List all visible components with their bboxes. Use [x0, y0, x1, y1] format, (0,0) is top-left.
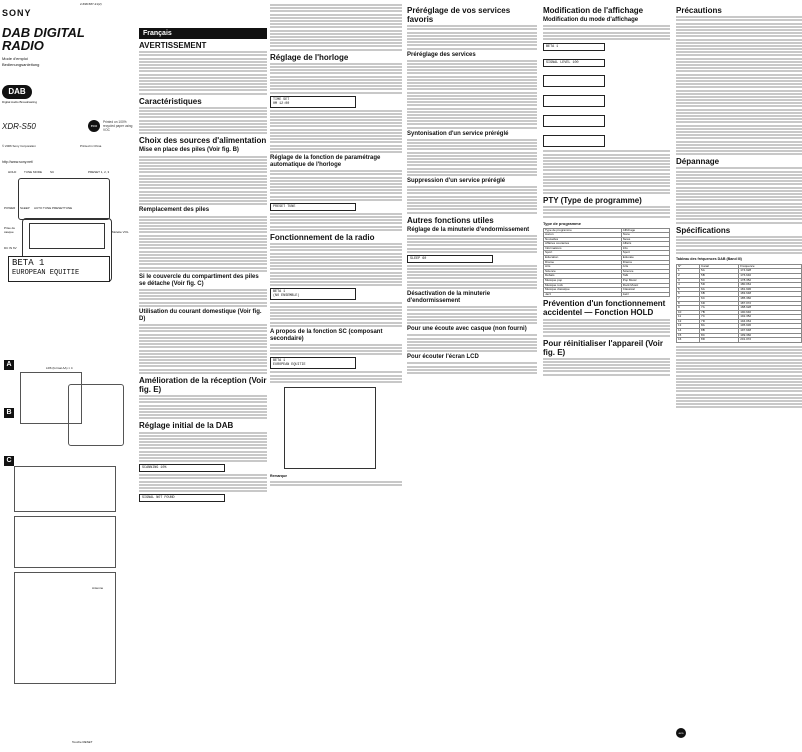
- freq-value-cell: 199.360: [739, 333, 802, 338]
- lcd-scanning: SCANNING 10%: [139, 464, 225, 472]
- pty-display-cell: Rock Music: [621, 283, 669, 288]
- pty-type-cell: Informations: [544, 246, 622, 251]
- freq-value-cell: 201.072: [739, 338, 802, 343]
- lcd-mode-d: [543, 95, 605, 107]
- pty-header-display: Affichage: [621, 228, 669, 233]
- radio-text-2: [270, 302, 402, 326]
- heading-preset: Préréglage de vos services favoris: [407, 6, 511, 24]
- battery-text: [139, 156, 267, 206]
- warning-text: [139, 51, 267, 94]
- freq-channel-cell: 6C: [700, 296, 739, 301]
- pty-row: [544, 292, 670, 297]
- pty-type-cell: Jazz: [544, 292, 622, 297]
- pty-type-cell: Musique classique: [544, 288, 622, 293]
- pty-type-cell: Drame: [544, 260, 622, 265]
- lcd-ensemble-line-2: (NO ENSEMBLE): [273, 294, 300, 299]
- heading-clock: Réglage de l'horloge: [270, 52, 349, 62]
- spec-text-2: [676, 346, 802, 409]
- auto-clock-text: [270, 170, 402, 201]
- freq-no-cell: 15: [677, 333, 700, 338]
- lcd-mode-a: BETA 1: [543, 43, 605, 51]
- language-tab: Français: [139, 28, 267, 39]
- label-preset-tune: PRESETTUNE: [52, 206, 73, 210]
- column-5: [543, 0, 670, 377]
- pty-type-cell: Science: [544, 269, 622, 274]
- label-preset: PRESET 1, 2, 3: [88, 170, 110, 174]
- ac-figure: [14, 516, 116, 568]
- antenna-label: Antenne: [92, 586, 104, 590]
- reception-text: [139, 395, 267, 419]
- freq-value-cell: 183.648: [739, 292, 802, 297]
- freq-value-cell: 190.640: [739, 310, 802, 315]
- delete-text: [407, 186, 537, 214]
- display-text: [543, 25, 670, 40]
- freq-channel-cell: 8A: [700, 324, 739, 329]
- speaker-grille: [29, 223, 105, 249]
- freq-no-cell: 7: [677, 296, 700, 301]
- heading-pty: PTY (Type de programme): [543, 195, 642, 205]
- heading-prevent: Prévention d'un fonctionnement accidentel — Fonction HOLD: [543, 299, 666, 318]
- freq-header-frequency: Fréquence: [739, 264, 802, 269]
- label-power: POWER: [4, 206, 16, 210]
- heading-cover: Si le couvercle du compartiment des piles se détache (Voir fig. C): [139, 273, 259, 287]
- heading-warning: AVERTISSEMENT: [139, 41, 207, 50]
- lcd-preset-tune: PRESET TUNE: [270, 203, 356, 211]
- initial-text-2: [139, 474, 267, 492]
- radio-text: [270, 243, 402, 286]
- heading-features: Caractéristiques: [139, 96, 202, 106]
- lcd-sc-line-2: EUROPEAN EQUITIE: [273, 363, 306, 368]
- display-text-2: [543, 150, 670, 193]
- lcd-time-set: [270, 96, 356, 108]
- intro-text: [270, 4, 402, 51]
- freq-value-cell: 180.064: [739, 283, 802, 288]
- freq-no-cell: 9: [677, 306, 700, 311]
- precautions-text: [676, 16, 802, 155]
- label-auto-tune: AUTO TUNE: [34, 206, 52, 210]
- pty-type-cell: Musique pop: [544, 279, 622, 284]
- heading-sleep-off: Désactivation de la minuterie d'endormissement: [407, 291, 491, 304]
- freq-channel-cell: 8D: [700, 338, 739, 343]
- sleep-text-2: [407, 265, 537, 289]
- subtitle-fr: Mode d'emploi: [2, 56, 28, 61]
- freq-no-cell: 8: [677, 301, 700, 306]
- sony-url: http://www.sony.net/: [2, 160, 34, 164]
- heading-preset-sub: Préréglage des services: [407, 51, 476, 58]
- heading-battery: Mise en place des piles (Voir fig. B): [139, 147, 239, 154]
- pty-display-cell: Educate: [621, 256, 669, 261]
- printed-in: Printed in China: [80, 144, 102, 148]
- figure-a-label: A: [4, 360, 14, 370]
- radio-top: [18, 178, 110, 220]
- lcd-mode-c: [543, 75, 605, 87]
- replace-text: [139, 216, 267, 272]
- pty-display-cell: Drama: [621, 260, 669, 265]
- sc-text-2: [270, 371, 402, 383]
- freq-value-cell: 178.352: [739, 278, 802, 283]
- freq-value-cell: 197.648: [739, 329, 802, 334]
- lcd-sc-line-1: BETA 1: [273, 359, 286, 364]
- heading-sc: A propos de la fonction SC (composant secondaire): [270, 328, 383, 342]
- label-dcin: DC IN 6V: [4, 246, 17, 250]
- figure-b-label: B: [4, 408, 14, 418]
- subtitle-de: Bedienungsanleitung: [2, 62, 40, 67]
- battery-label: LR6 (format AA) × 4: [46, 366, 73, 370]
- heading-ac: Utilisation du courant domestique (Voir fig. D): [139, 308, 262, 322]
- pty-display-cell: Affairs: [621, 242, 669, 247]
- pty-type-cell: Nouvelles: [544, 237, 622, 242]
- eco-badge: eco: [88, 120, 100, 132]
- heading-delete: Suppression d'un service préréglé: [407, 177, 506, 184]
- pty-display-cell: Talk: [621, 274, 669, 279]
- cover-text: [139, 289, 267, 307]
- pty-type-cell: Arts: [544, 265, 622, 270]
- pty-header-type: Type de programme: [544, 228, 622, 233]
- column-6: [676, 0, 802, 735]
- doc-code: 2-698-587-21(2): [80, 2, 102, 6]
- pty-display-cell: Arts: [621, 265, 669, 270]
- clock-text: [270, 63, 402, 94]
- battery-compartment-figure: [68, 384, 124, 446]
- lcd-mode-f: [543, 135, 605, 147]
- pty-display-cell: Pop Music: [621, 279, 669, 284]
- brand-logo: SONY: [2, 8, 32, 18]
- freq-no-cell: 10: [677, 310, 700, 315]
- lcd-line-2: EUROPEAN EQUITIE: [12, 269, 80, 277]
- pty-text: [543, 206, 670, 218]
- freq-channel-cell: 7A: [700, 306, 739, 311]
- spec-text: [676, 236, 802, 254]
- freq-no-cell: 5: [677, 287, 700, 292]
- heading-reception: Amélioration de la réception (Voir fig. E): [139, 375, 267, 394]
- figure-c-label: C: [4, 456, 14, 466]
- freq-row: [677, 338, 802, 343]
- pty-display-cell: Jazz: [621, 292, 669, 297]
- prevent-text: [543, 319, 670, 337]
- heading-recall: Syntonisation d'un service préréglé: [407, 130, 509, 137]
- cover-figure: [14, 466, 116, 512]
- lcd-clock-line: 0M 12:00: [273, 101, 290, 106]
- frequency-table: [676, 264, 802, 343]
- pty-type-cell: Éducation: [544, 256, 622, 261]
- freq-value-cell: 187.072: [739, 301, 802, 306]
- pty-type-cell: Affaires courantes: [544, 242, 622, 247]
- freq-channel-cell: 6A: [700, 287, 739, 292]
- display-modes: [543, 41, 670, 149]
- heading-sleep: Réglage de la minuterie d'endormissement: [407, 226, 530, 233]
- freq-channel-cell: 8B: [700, 329, 739, 334]
- freq-no-cell: 16: [677, 338, 700, 343]
- sc-menu-figure: [284, 387, 376, 469]
- freq-channel-cell: 5A: [700, 269, 739, 274]
- freq-channel-cell: 8C: [700, 333, 739, 338]
- recall-text: [407, 139, 537, 176]
- product-title: DAB DIGITAL RADIO: [2, 25, 85, 53]
- pty-display-cell: News: [621, 237, 669, 242]
- lcd-line-1: BETA 1: [12, 258, 45, 268]
- lcd-mode-b: SIGNAL LEVEL 100: [543, 59, 605, 67]
- model-number: XDR-S50: [2, 122, 36, 131]
- heading-display-sub: Modification du mode d'affichage: [543, 17, 639, 23]
- clock-text-2: [270, 110, 402, 153]
- pty-display-cell: Science: [621, 269, 669, 274]
- lcd-signal: SIGNAL NOT FOUND: [139, 494, 225, 502]
- lcd-ensemble: [270, 288, 356, 300]
- preset-steps: [407, 60, 537, 129]
- lcd-sleep: SLEEP 60: [407, 255, 493, 263]
- ac-text: [139, 324, 267, 374]
- freq-value-cell: 185.360: [739, 296, 802, 301]
- lcd-display: [8, 256, 110, 282]
- pty-display-cell: Classical: [621, 288, 669, 293]
- freq-channel-cell: 7C: [700, 315, 739, 320]
- freq-value-cell: 194.064: [739, 319, 802, 324]
- freq-no-cell: 6: [677, 292, 700, 297]
- heading-power: Choix des sources d'alimentation: [139, 136, 267, 146]
- device-figure: [4, 168, 132, 288]
- freq-value-cell: 174.928: [739, 269, 802, 274]
- label-sleep: SLEEP: [20, 206, 30, 210]
- sc-text: [270, 344, 402, 356]
- label-volume: Molette VOL: [112, 230, 129, 234]
- dab-logo: DAB: [2, 85, 32, 99]
- troubleshooting-text: [676, 167, 802, 223]
- copyright: © 2006 Sony Corporation: [2, 144, 36, 148]
- heading-precautions: Précautions: [676, 6, 722, 15]
- label-jack: Prise de casque: [4, 226, 16, 234]
- reset-text: [543, 358, 670, 376]
- freq-header-channel: Canal: [700, 264, 739, 269]
- freq-channel-cell: 5C: [700, 278, 739, 283]
- freq-no-cell: 2: [677, 273, 700, 278]
- heading-initial: Réglage initial de la DAB: [139, 421, 234, 431]
- freq-channel-cell: 7B: [700, 310, 739, 315]
- pty-type-cell: Débats: [544, 274, 622, 279]
- lcd-mode-e: [543, 115, 605, 127]
- freq-no-cell: 4: [677, 283, 700, 288]
- pty-display-cell: Sport: [621, 251, 669, 256]
- reset-label: Touche RESET: [72, 740, 93, 744]
- label-hold: HOLD: [8, 170, 17, 174]
- freq-channel-cell: 6B: [700, 292, 739, 297]
- freq-no-cell: 11: [677, 315, 700, 320]
- sleep-off-text: [407, 306, 537, 324]
- freq-channel-cell: 5D: [700, 283, 739, 288]
- pty-type-cell: Sport: [544, 251, 622, 256]
- column-2: [139, 0, 267, 504]
- pty-table: [543, 228, 670, 298]
- freq-no-cell: 14: [677, 329, 700, 334]
- dab-caption: Digital Audio Broadcasting: [2, 100, 38, 104]
- eco-icon: eco: [676, 728, 686, 738]
- freq-value-cell: 176.640: [739, 273, 802, 278]
- freq-value-cell: 188.928: [739, 306, 802, 311]
- heading-other: Autres fonctions utiles: [407, 215, 494, 225]
- note-text: [270, 481, 402, 486]
- heading-specifications: Spécifications: [676, 225, 731, 235]
- heading-auto-clock: Réglage de la fonction de paramétrage automatique de l'horloge: [270, 154, 381, 168]
- freq-header-no: N°: [677, 264, 700, 269]
- lcd-sc: [270, 357, 356, 369]
- eco-note: Printed on 100% recycled paper using VOC: [103, 120, 133, 133]
- freq-no-cell: 1: [677, 269, 700, 274]
- label-sc: SC: [50, 170, 55, 174]
- sleep-text: [407, 235, 537, 253]
- label-tune-mode: TUNE MODE: [24, 170, 42, 174]
- freq-no-cell: 3: [677, 278, 700, 283]
- heading-reset: Pour réinitialiser l'appareil (Voir fig. E): [543, 338, 664, 357]
- freq-channel-cell: 6D: [700, 301, 739, 306]
- pty-display-cell: Info: [621, 246, 669, 251]
- pty-type-cell: Aucun: [544, 233, 622, 238]
- freq-value-cell: 192.352: [739, 315, 802, 320]
- pty-type-cell: Musique rock: [544, 283, 622, 288]
- phones-text: [407, 334, 537, 352]
- heading-troubleshooting: Dépannage: [676, 157, 720, 167]
- pty-display-cell: None: [621, 233, 669, 238]
- freq-channel-cell: 5B: [700, 273, 739, 278]
- note-label: Remarque: [270, 474, 288, 478]
- heading-phones: Pour une écoute avec casque (non fourni): [407, 326, 527, 333]
- heading-lcd-light: Pour écouter l'écran LCD: [407, 354, 479, 361]
- freq-value-cell: 195.936: [739, 324, 802, 329]
- freq-channel-cell: 7D: [700, 319, 739, 324]
- lcd-ensemble-line-1: BETA 1: [273, 290, 286, 295]
- initial-text: [139, 432, 267, 463]
- column-3: [270, 0, 402, 488]
- heading-pty-sub: Type de programme: [543, 220, 581, 226]
- preset-text: [407, 25, 537, 49]
- auto-clock-text-2: [270, 213, 402, 231]
- features-text: [139, 107, 267, 135]
- column-4: [407, 0, 537, 375]
- heading-frequency: Tableau des fréquences DAB (Band III): [676, 256, 742, 261]
- freq-value-cell: 181.936: [739, 287, 802, 292]
- heading-display: Modification de l'affichage: [543, 6, 644, 15]
- freq-no-cell: 12: [677, 319, 700, 324]
- lcd-time-set-line: TIME SET: [273, 97, 290, 102]
- heading-replace: Remplacement des piles: [139, 207, 210, 214]
- heading-radio: Fonctionnement de la radio: [270, 232, 375, 242]
- freq-no-cell: 13: [677, 324, 700, 329]
- lcd-light-text: [407, 362, 537, 374]
